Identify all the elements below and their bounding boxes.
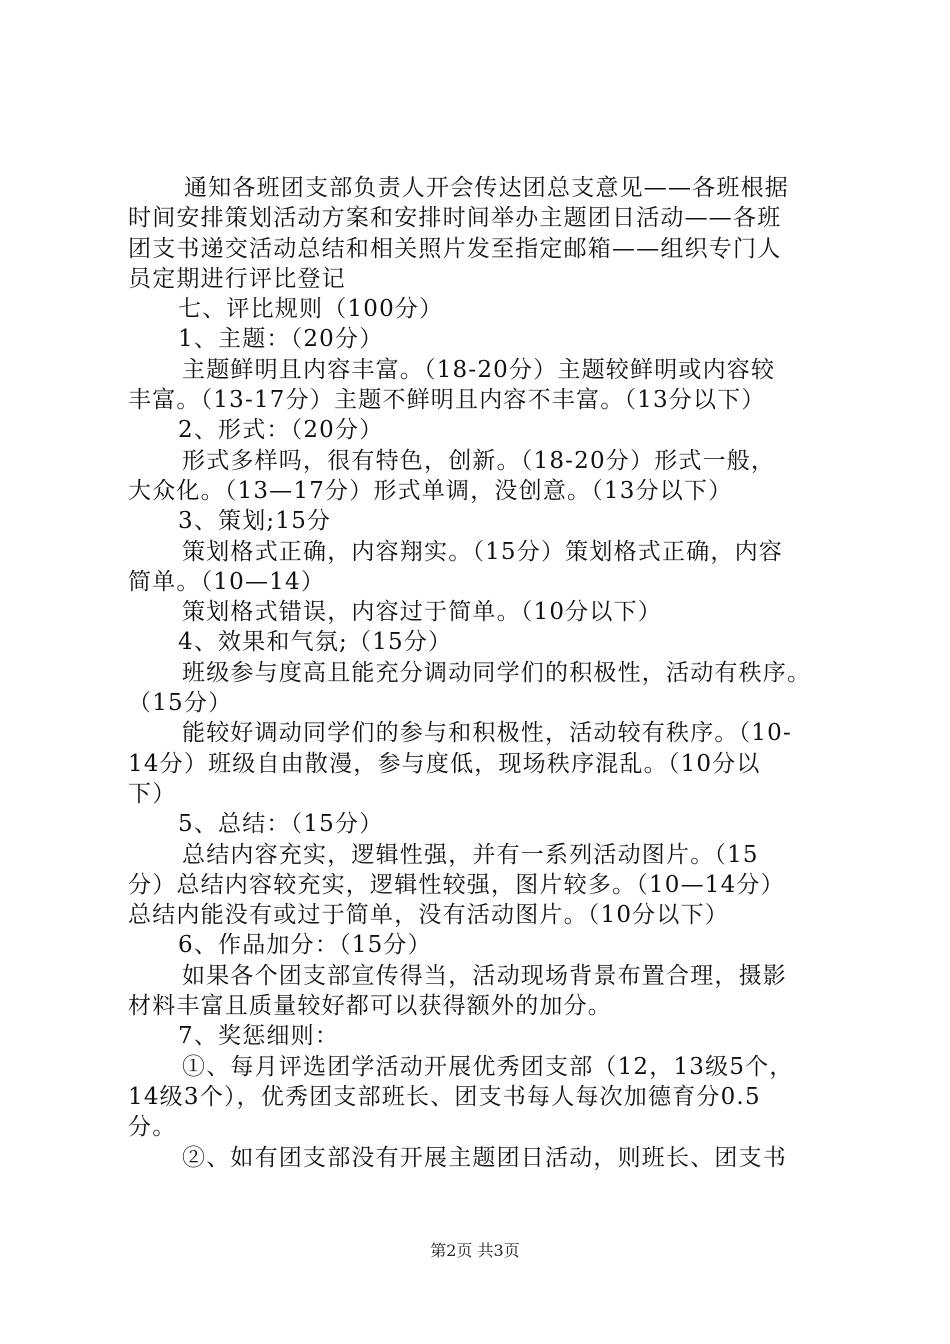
document-body: [128, 173, 838, 1173]
paragraph-line: 策划格式错误，内容过于简单。（10分以下）: [182, 599, 662, 626]
rule-heading: 5、总结：（15分）: [178, 811, 384, 838]
paragraph-line: ①、每月评选团学活动开展优秀团支部（12，13级5个，: [182, 1053, 794, 1080]
paragraph-line: 团支书递交活动总结和相关照片发至指定邮箱——组织专门人: [128, 235, 782, 262]
paragraph-line: 分）总结内容较充实，逻辑性较强，图片较多。（10—14分）: [128, 871, 785, 898]
rule-heading: 3、策划;15分: [178, 508, 332, 535]
rule-heading: 2、形式：（20分）: [178, 417, 384, 444]
paragraph-line: ②、如有团支部没有开展主题团日活动，则班长、团支书: [182, 1144, 787, 1171]
paragraph-line: 能较好调动同学们的参与和积极性，活动较有秩序。（10-: [182, 720, 792, 747]
paragraph-line: 分。: [128, 1114, 177, 1141]
paragraph-line: 材料丰富且质量较好都可以获得额外的加分。: [128, 993, 612, 1020]
paragraph-line: 形式多样吗，很有特色，创新。（18-20分）形式一般，: [182, 447, 776, 474]
section-heading: 七、评比规则（100分）: [178, 296, 444, 323]
paragraph-line: 班级参与度高且能充分调动同学们的积极性，活动有秩序。: [182, 659, 812, 686]
rule-heading: 1、主题：（20分）: [178, 326, 384, 353]
paragraph-line: 员定期进行评比登记: [128, 265, 346, 292]
paragraph-line: 下）: [128, 780, 177, 807]
paragraph-line: 如果各个团支部宣传得当，活动现场背景布置合理，摄影: [182, 962, 787, 989]
paragraph-line: 14级3个），优秀团支部班长、团支书每人每次加德育分0.5: [128, 1083, 761, 1110]
paragraph-line: 通知各班团支部负责人开会传达团总支意见——各班根据: [184, 175, 789, 201]
paragraph-line: 总结内容充实，逻辑性强，并有一系列活动图片。（15: [182, 841, 759, 868]
paragraph-line: 大众化。（13—17分）形式单调，没创意。（13分以下）: [128, 477, 733, 504]
paragraph-line: （15分）: [128, 690, 233, 717]
paragraph-line: 时间安排策划活动方案和安排时间举办主题团日活动——各班: [128, 205, 782, 232]
paragraph-line: 简单。（10—14）: [128, 568, 326, 595]
paragraph-line: 14分）班级自由散漫，参与度低，现场秩序混乱。（10分以: [128, 750, 761, 777]
page-footer: 第2页 共3页: [430, 1241, 520, 1260]
rule-heading: 6、作品加分：（15分）: [178, 932, 432, 959]
paragraph-line: 策划格式正确，内容翔实。（15分）策划格式正确，内容: [182, 538, 783, 565]
paragraph-line: 丰富。（13-17分）主题不鲜明且内容不丰富。（13分以下）: [128, 387, 766, 414]
paragraph-line: 主题鲜明且内容丰富。（18-20分）主题较鲜明或内容较: [182, 356, 776, 383]
paragraph-line: 总结内能没有或过于简单，没有活动图片。（10分以下）: [128, 902, 729, 929]
rule-heading: 4、效果和气氛;（15分）: [178, 629, 453, 656]
rule-heading: 7、奖惩细则：: [178, 1023, 340, 1050]
